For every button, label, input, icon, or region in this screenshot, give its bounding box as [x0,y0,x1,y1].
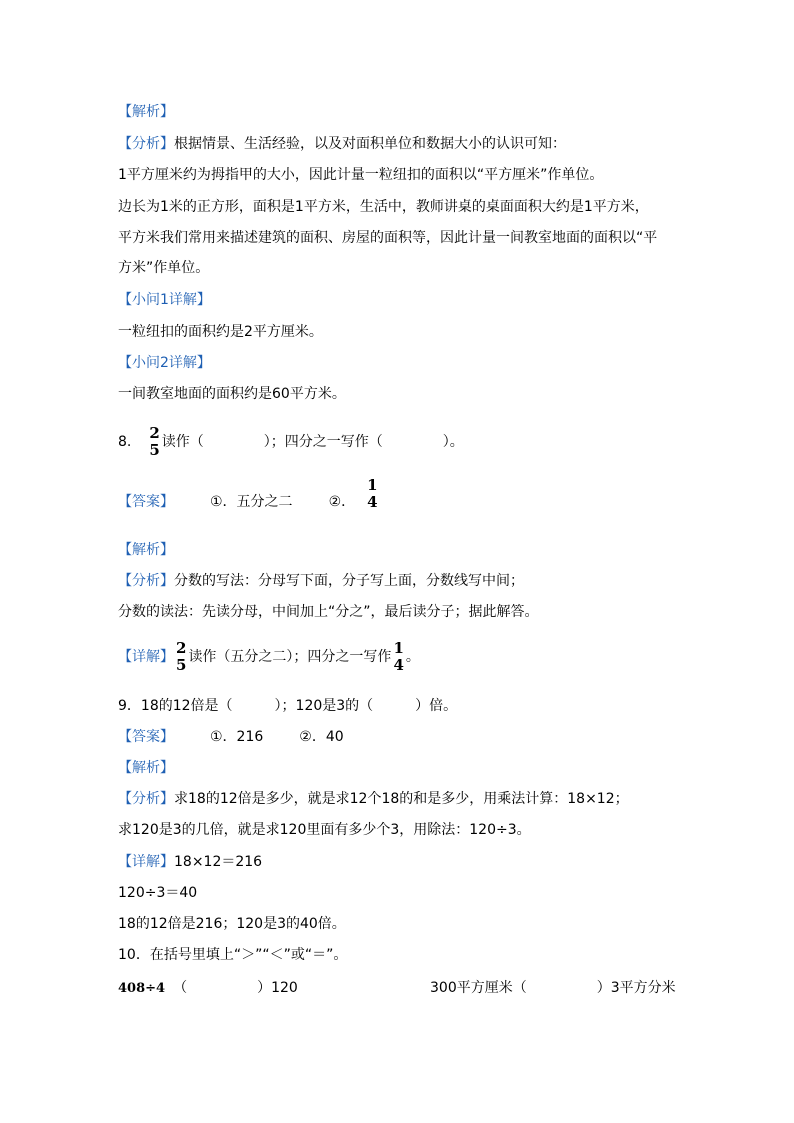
conclusion-line: 18的12倍是216；120是3的40倍。 [118,916,346,932]
paragraph-line: 求120是3的几倍，就是求120里面有多少个3，用除法：120÷3。 [118,822,531,838]
detail-9: 【详解】18×12＝216 [118,854,263,870]
answer-1: ①．五分之二 [210,494,293,510]
answer-tag: 【答案】 [118,494,174,510]
detail-8: 【详解】 2 5 读作（五分之二）；四分之一写作 1 4 。 [118,639,420,674]
answer-9: 【答案】 ①．216 ②．40 [118,729,344,745]
question-10-left-item: 408÷4 （ ）120 [118,980,298,996]
question-number: 8. [118,434,132,450]
paragraph-line: 1平方厘米约为拇指甲的大小，因此计量一粒纽扣的面积以“平方厘米”作单位。 [118,167,604,183]
fraction-two-fifths: 2 5 [176,639,187,674]
paragraph-line: 边长为1米的正方形，面积是1平方米，生活中，教师讲桌的桌面面积大约是1平方米， [118,199,649,215]
analysis-line [118,134,566,154]
question-8: 8. 2 5 读作（ ）；四分之一写作（ ）。 [118,424,464,459]
fraction-one-fourth: 1 4 [393,639,404,674]
paragraph-line: 分数的读法：先读分母，中间加上“分之”，最后读分子；据此解答。 [118,604,539,620]
answer-2: ②． [328,494,356,510]
subquestion-1-heading: 【小问1详解】 [118,292,211,308]
jiexi-heading: 【解析】 [118,104,174,120]
analysis-line: 【分析】求18的12倍是多少，就是求12个18的和是多少，用乘法计算：18×12； [118,791,629,807]
question-10: 10．在括号里填上“＞”“＜”或“＝”。 [118,947,348,963]
subquestion-2-heading: 【小问2详解】 [118,355,211,371]
answer-8 [118,476,380,519]
paragraph-line: 平方米我们常用来描述建筑的面积、房屋的面积等，因此计量一间教室地面的面积以“平 [118,230,658,246]
question-10-right-item: 300平方厘米（ ）3平方分米 [430,980,676,996]
analysis-text: 根据情景、生活经验，以及对面积单位和数据大小的认识可知： [174,136,566,152]
analysis-line: 【分析】分数的写法：分母写下面，分子写上面，分数线写中间； [118,573,524,589]
jiexi-heading: 【解析】 [118,542,174,558]
fraction-one-fourth: 1 4 [367,476,378,511]
fraction-two-fifths: 2 5 [149,424,160,459]
calculation-line: 120÷3＝40 [118,885,198,901]
division-expression: 408÷4 [118,981,166,996]
subquestion-1-answer: 一粒纽扣的面积约是2平方厘米。 [118,324,323,340]
paragraph-line: 方米”作单位。 [118,260,210,276]
question-9: 9．18的12倍是（ ）；120是3的（ ）倍。 [118,698,458,714]
subquestion-2-answer: 一间教室地面的面积约是60平方米。 [118,386,346,402]
analysis-tag: 【分析】 [118,136,174,152]
jiexi-heading: 【解析】 [118,760,174,776]
